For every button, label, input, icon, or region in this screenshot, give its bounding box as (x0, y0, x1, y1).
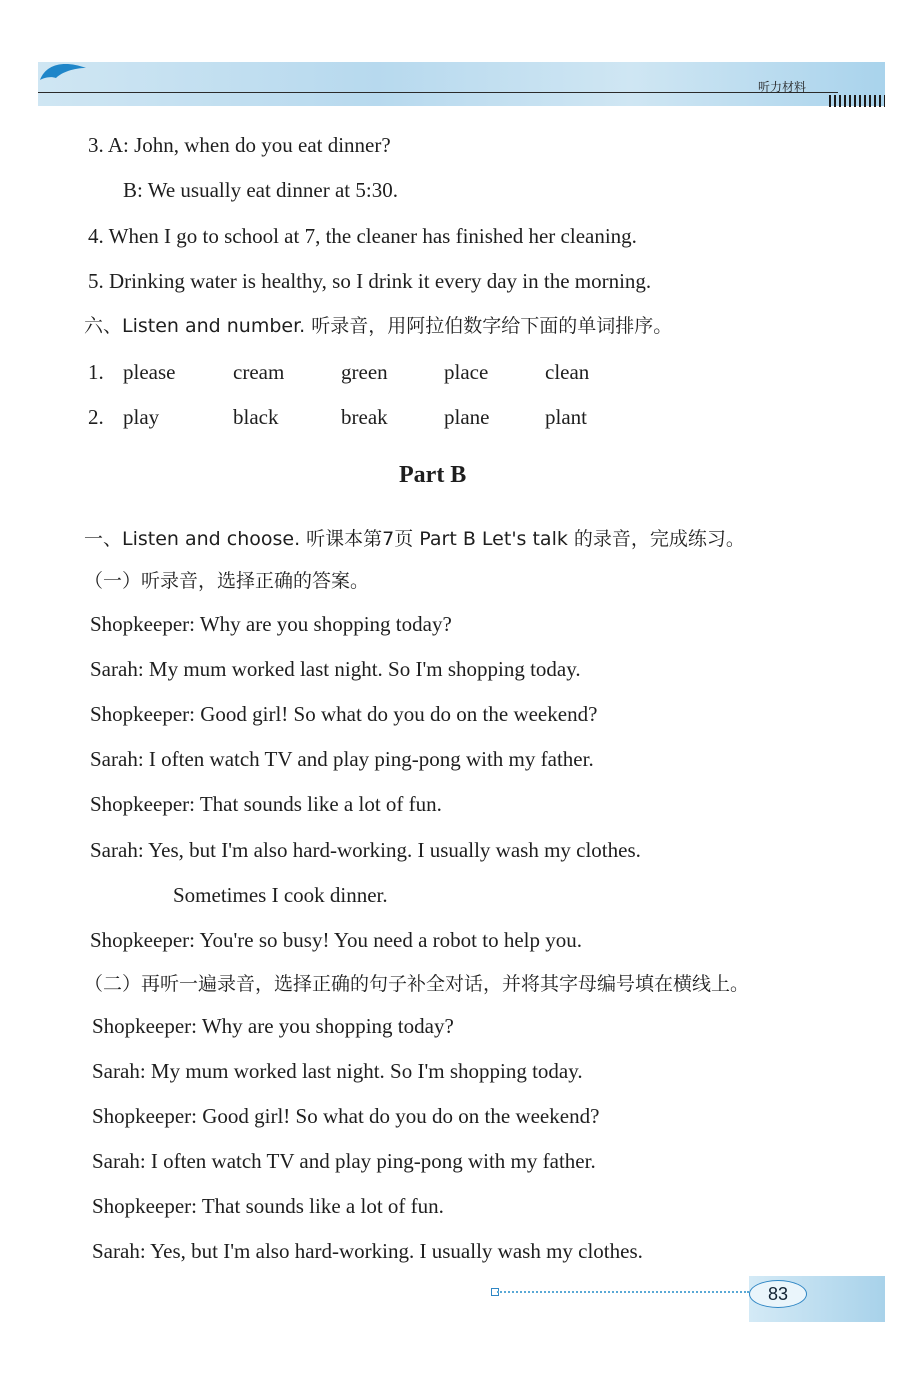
text-line: 5. Drinking water is healthy, so I drink it every day in the morning. (88, 269, 652, 293)
word: plant (545, 405, 587, 429)
row-number: 2. (88, 405, 104, 429)
dialogue-line: Shopkeeper: That sounds like a lot of fun. (90, 792, 442, 816)
header-label: 听力材料 (758, 80, 807, 94)
dialogue-line: Shopkeeper: Good girl! So what do you do on the weekend? (90, 702, 598, 726)
text-line: 4. When I go to school at 7, the cleaner has finished her cleaning. (88, 224, 637, 248)
word: place (444, 360, 489, 384)
dialogue-line: Sarah: Yes, but I'm also hard-working. I usually wash my clothes. (92, 1239, 643, 1263)
text-line: 3. A: John, when do you eat dinner? (88, 133, 391, 157)
text-line: B: We usually eat dinner at 5:30. (123, 178, 398, 202)
dialogue-line: Sarah: My mum worked last night. So I'm shopping today. (92, 1059, 583, 1083)
dialogue-line: Sarah: I often watch TV and play ping-pong with my father. (90, 747, 594, 771)
sub-heading: （一）听录音，选择正确的答案。 (84, 570, 370, 592)
sub-heading: （二）再听一遍录音，选择正确的句子补全对话，并将其字母编号填在横线上。 (84, 973, 750, 995)
dialogue-line: Sarah: Yes, but I'm also hard-working. I usually wash my clothes. (90, 838, 641, 862)
dialogue-line: Shopkeeper: Why are you shopping today? (90, 612, 452, 636)
dialogue-line: Sarah: I often watch TV and play ping-pong with my father. (92, 1149, 596, 1173)
part-title: Part B (399, 462, 467, 488)
row-number: 1. (88, 360, 104, 384)
exercise-heading: 六、Listen and number. 听录音，用阿拉伯数字给下面的单词排序。 (84, 315, 673, 337)
word: cream (233, 360, 285, 384)
word: break (341, 405, 388, 429)
dialogue-line: Shopkeeper: Good girl! So what do you do on the weekend? (92, 1104, 600, 1128)
header-rule (38, 92, 838, 93)
dialogue-line: Shopkeeper: Why are you shopping today? (92, 1014, 454, 1038)
word: plane (444, 405, 490, 429)
word: please (123, 360, 176, 384)
dialogue-line: Shopkeeper: That sounds like a lot of fun. (92, 1194, 444, 1218)
word: clean (545, 360, 590, 384)
exercise-heading: 一、Listen and choose. 听课本第7页 Part B Let's talk 的录音，完成练习。 (84, 528, 745, 550)
dolphin-logo-icon (38, 58, 90, 84)
dialogue-line: Shopkeeper: You're so busy! You need a robot to help you. (90, 928, 583, 952)
word: play (123, 405, 160, 429)
footer-dotted-rule (497, 1291, 749, 1293)
page-number: 83 (749, 1280, 807, 1308)
word: black (233, 405, 279, 429)
dialogue-line: Sarah: My mum worked last night. So I'm shopping today. (90, 657, 581, 681)
header-barcode-decoration (829, 95, 885, 107)
word: green (341, 360, 388, 384)
dialogue-line: Sometimes I cook dinner. (173, 883, 388, 907)
